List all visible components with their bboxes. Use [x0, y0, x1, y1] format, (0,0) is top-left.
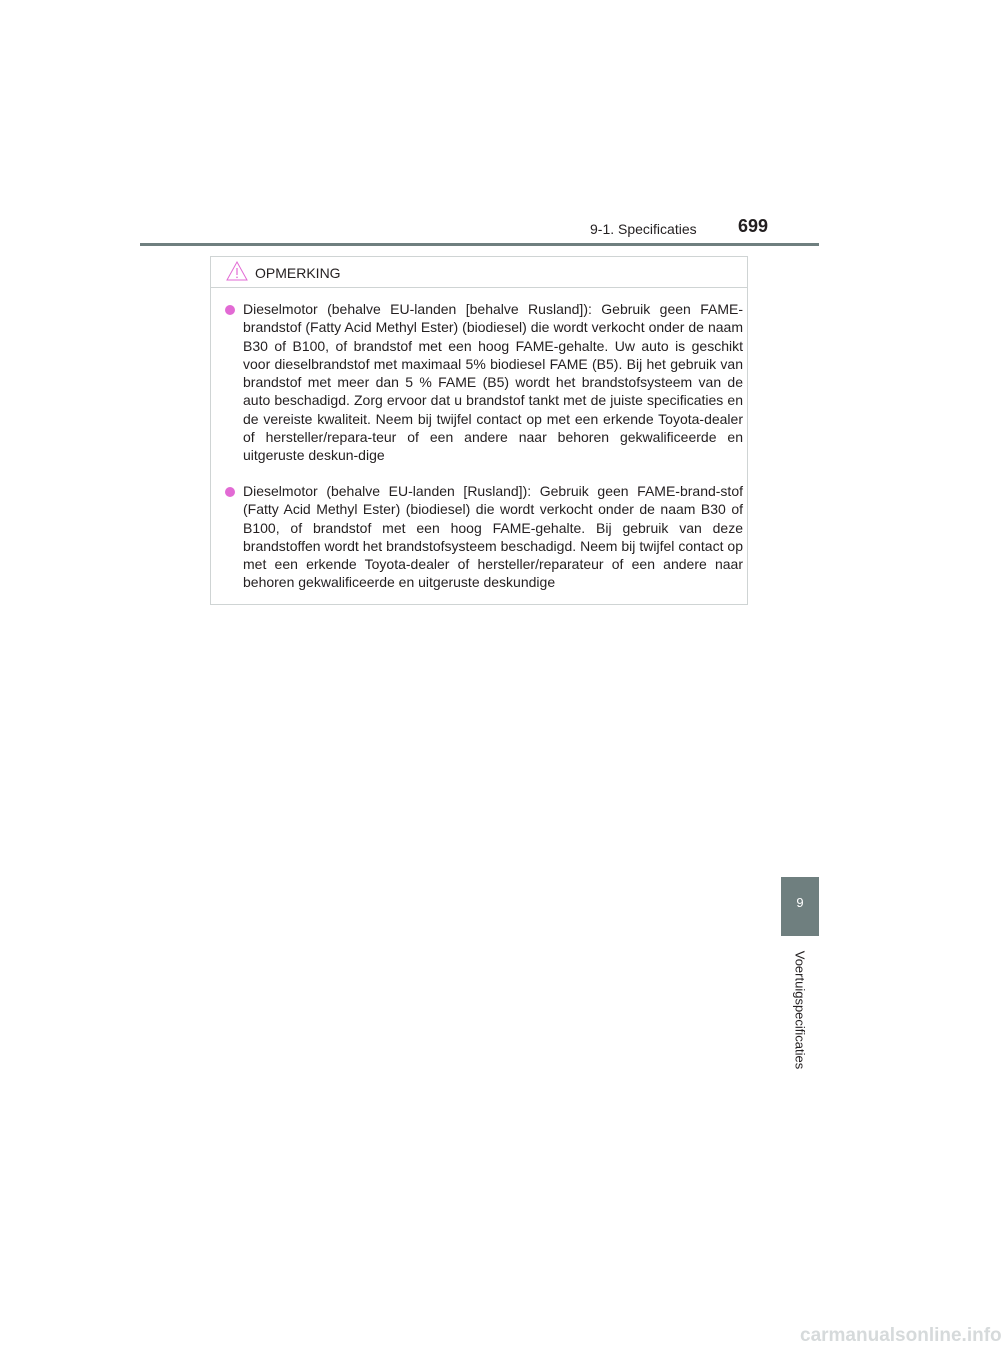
note-item: Dieselmotor (behalve EU-landen [behalve Rusland]): Gebruik geen FAME-brandstof (Fatty Acid Methyl Ester) (biodiesel) die wordt verkocht onder de naam B30 of B100, of brandstof met een hoog FAME-gehalte. Uw auto is geschikt voor dieselbrandstof met maximaal 5% biodiesel FAME (B5). Bij het gebruik van brandstof met meer dan 5 % FAME (B5) wordt het brandstofsysteem van de auto beschadigd. Zorg ervoor dat u brandstof tankt met de juiste specificaties en de vereiste kwaliteit. Neem bij twijfel contact op met een erkende Toyota-dealer of hersteller/repara-teur of een andere naar behoren gekwalificeerde en uitgeruste deskun-dige: [243, 301, 743, 464]
warning-triangle-icon: [226, 261, 248, 281]
note-header: [211, 257, 747, 288]
chapter-tab: [781, 877, 819, 936]
section-title: 9-1. Specificaties: [590, 221, 697, 237]
note-item: Dieselmotor (behalve EU-landen [Rusland]): Gebruik geen FAME-brand-stof (Fatty Acid Methyl Ester) (biodiesel) die wordt verkocht onder de naam B30 of B100, of brandstof met een hoog FAME-gehalte. Bij gebruik van deze brandstoffen wordt het brandstofsysteem beschadigd. Neem bij twijfel contact op met een erkende Toyota-dealer of hersteller/reparateur of een andere naar behoren gekwalificeerde en uitgeruste deskundige: [243, 483, 743, 591]
bullet-icon: [225, 305, 235, 315]
chapter-label: Voertuigspecificaties: [792, 950, 808, 1070]
page-number: 699: [738, 216, 769, 236]
note-title: OPMERKING: [255, 265, 341, 281]
bullet-icon: [225, 487, 235, 497]
watermark: carmanualsonline.info: [800, 1325, 1002, 1346]
header-divider: [140, 243, 819, 246]
note-box: [210, 256, 748, 605]
chapter-number: 9: [796, 895, 804, 910]
